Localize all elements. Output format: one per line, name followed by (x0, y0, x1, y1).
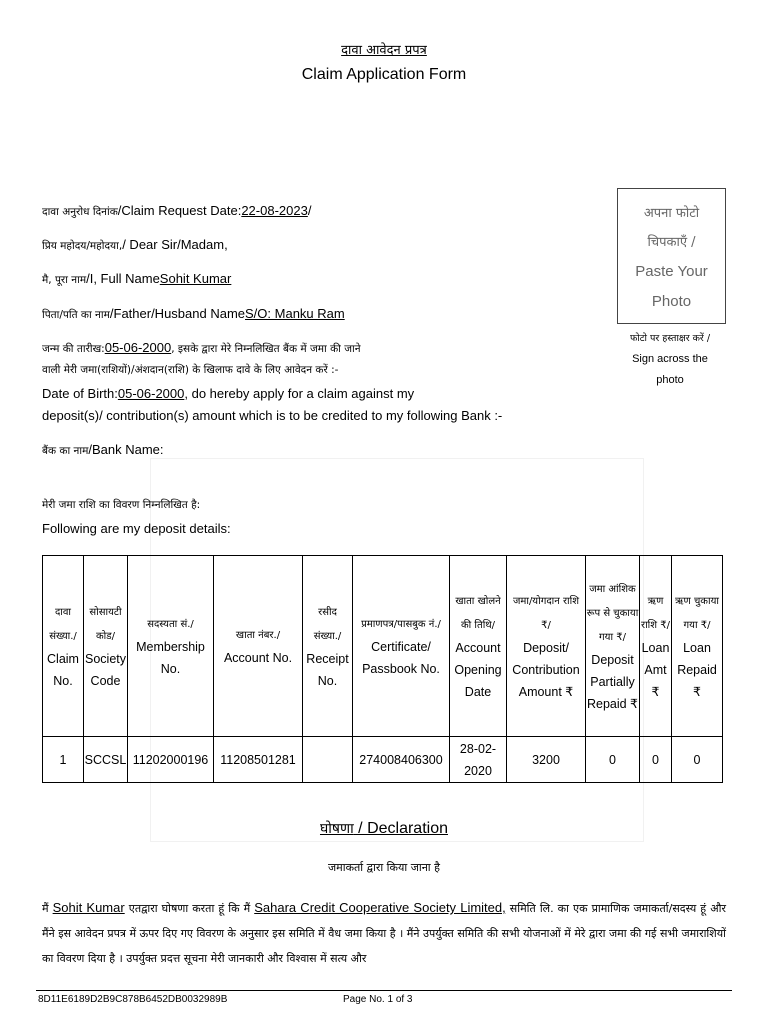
page-number: Page No. 1 of 3 (343, 994, 413, 1005)
cell-society-code: SCCSL (84, 737, 128, 783)
claim-date-line: दावा अनुरोध दिनांक/Claim Request Date:22-08-2023/ (42, 203, 312, 218)
bank-name-line: बैंक का नाम/Bank Name: (42, 442, 164, 457)
society-name: Sahara Credit Cooperative Society Limited, (254, 900, 506, 915)
full-name-value: Sohit Kumar (159, 271, 232, 286)
father-name-value: S/O: Manku Ram (245, 306, 345, 321)
deposit-table (42, 555, 723, 783)
photo-line-4: Photo (651, 293, 692, 310)
cell-partially-repaid: 0 (586, 737, 640, 783)
dob-english-line: Date of Birth:05-06-2000, do hereby apply for a claim against my (42, 386, 415, 401)
full-name-line: मै, पूरा नाम/I, Full NameSohit Kumar (42, 271, 232, 286)
form-title: Claim Application Form (301, 66, 467, 83)
deposit-english-line: Following are my deposit details: (42, 521, 231, 536)
table-row (43, 737, 723, 783)
cell-certificate-no: 274008406300 (353, 737, 450, 783)
form-title-hindi: दावा आवेदन प्रपत्र (341, 43, 427, 58)
footer-rule (36, 990, 732, 991)
photo-line-2: चिपकाएँ / (647, 235, 696, 250)
father-name-line: पिता/पति का नाम/Father/Husband NameS/O: Manku Ram (42, 306, 345, 321)
document-id: 8D11E6189D2B9C878B6452DB0032989B (38, 994, 228, 1005)
cell-receipt-no (303, 737, 353, 783)
dob-value: 05-06-2000 (117, 386, 185, 401)
sign-hint-hindi: फोटो पर हस्ताक्षर करें / (629, 333, 711, 344)
dob-english-line-2: deposit(s)/ contribution(s) amount which is to be credited to my following Bank :- (42, 408, 503, 423)
deposit-hindi-line: मेरी जमा राशि का विवरण निम्नलिखित है: (42, 499, 201, 511)
cell-loan-repaid: 0 (672, 737, 723, 783)
cell-membership-no: 11202000196 (128, 737, 214, 783)
table-header-row: दावा संख्या./ Claim No. सोसायटी कोड/ Society Code सदस्यता सं./ Membership No. खाता नंबर./ Account No. रसीद संख्या./ Receipt No. प्रमाणपत्र/पासबुक नं./ Certificate/ Passbook No. खाता खोलने की तिथि/ Account Opening Date जमा/योगदान राशि ₹/ Deposit/ Contribution Amount ₹ जमा आंशिक रूप से चुकाया गया ₹/ Deposit Partially Repaid ₹ ऋण राशि ₹/ Loan Amt ₹ ऋण चुकाया गया ₹/ Loan Repaid ₹ (43, 556, 723, 737)
declaration-title: घोषणा / Declaration (319, 820, 448, 837)
photo-line-3: Paste Your (635, 263, 708, 280)
cell-account-no: 11208501281 (214, 737, 303, 783)
cell-loan-amt: 0 (640, 737, 672, 783)
declaration-paragraph: मैं Sohit Kumar एतद्वारा घोषणा करता हूं कि मैं Sahara Credit Cooperative Society Limited, समिति लि. का एक प्रामाणिक जमाकर्ता/सदस्य हूं और मैंने इस आवेदन प्रपत्र में ऊपर दिए गए विवरण के अनुसार इस समिति में वैध जमा किया है । मैंने उपर्युक्त समिति की सभी योजनाओं में मेरे द्वारा जमा की गई सभी जमाराशियों का विवरण दिया है । उपर्युक्त प्रदत्त सूचना मेरी जानकारी और विश्वास में सत्य और (42, 900, 726, 965)
cell-deposit-amount: 3200 (507, 737, 586, 783)
declaration-subtitle: जमाकर्ता द्वारा किया जाना है (328, 861, 440, 874)
declarant-name: Sohit Kumar (52, 900, 125, 915)
sign-hint-line1: Sign across the (632, 353, 708, 365)
cell-opening-date: 28-02-2020 (450, 737, 507, 783)
sign-hint-line2: photo (656, 374, 684, 386)
photo-line-1: अपना फोटो (643, 206, 700, 221)
cell-claim-no: 1 (43, 737, 84, 783)
claim-date-value: 22-08-2023 (241, 203, 308, 218)
dob-hindi-line-2: वाली मेरी जमा(राशियों)/अंशदान(राशि) के खिलाफ दावे के लिए आवेदन करें :- (42, 364, 339, 376)
salutation-line: प्रिय महोदय/महोदया,/ Dear Sir/Madam, (42, 237, 228, 252)
dob-hindi-line: जन्म की तारीख:05-06-2000, इसके द्वारा मेरे निम्नलिखित बैंक में जमा की जाने (42, 340, 361, 355)
photo-placeholder (617, 188, 726, 324)
